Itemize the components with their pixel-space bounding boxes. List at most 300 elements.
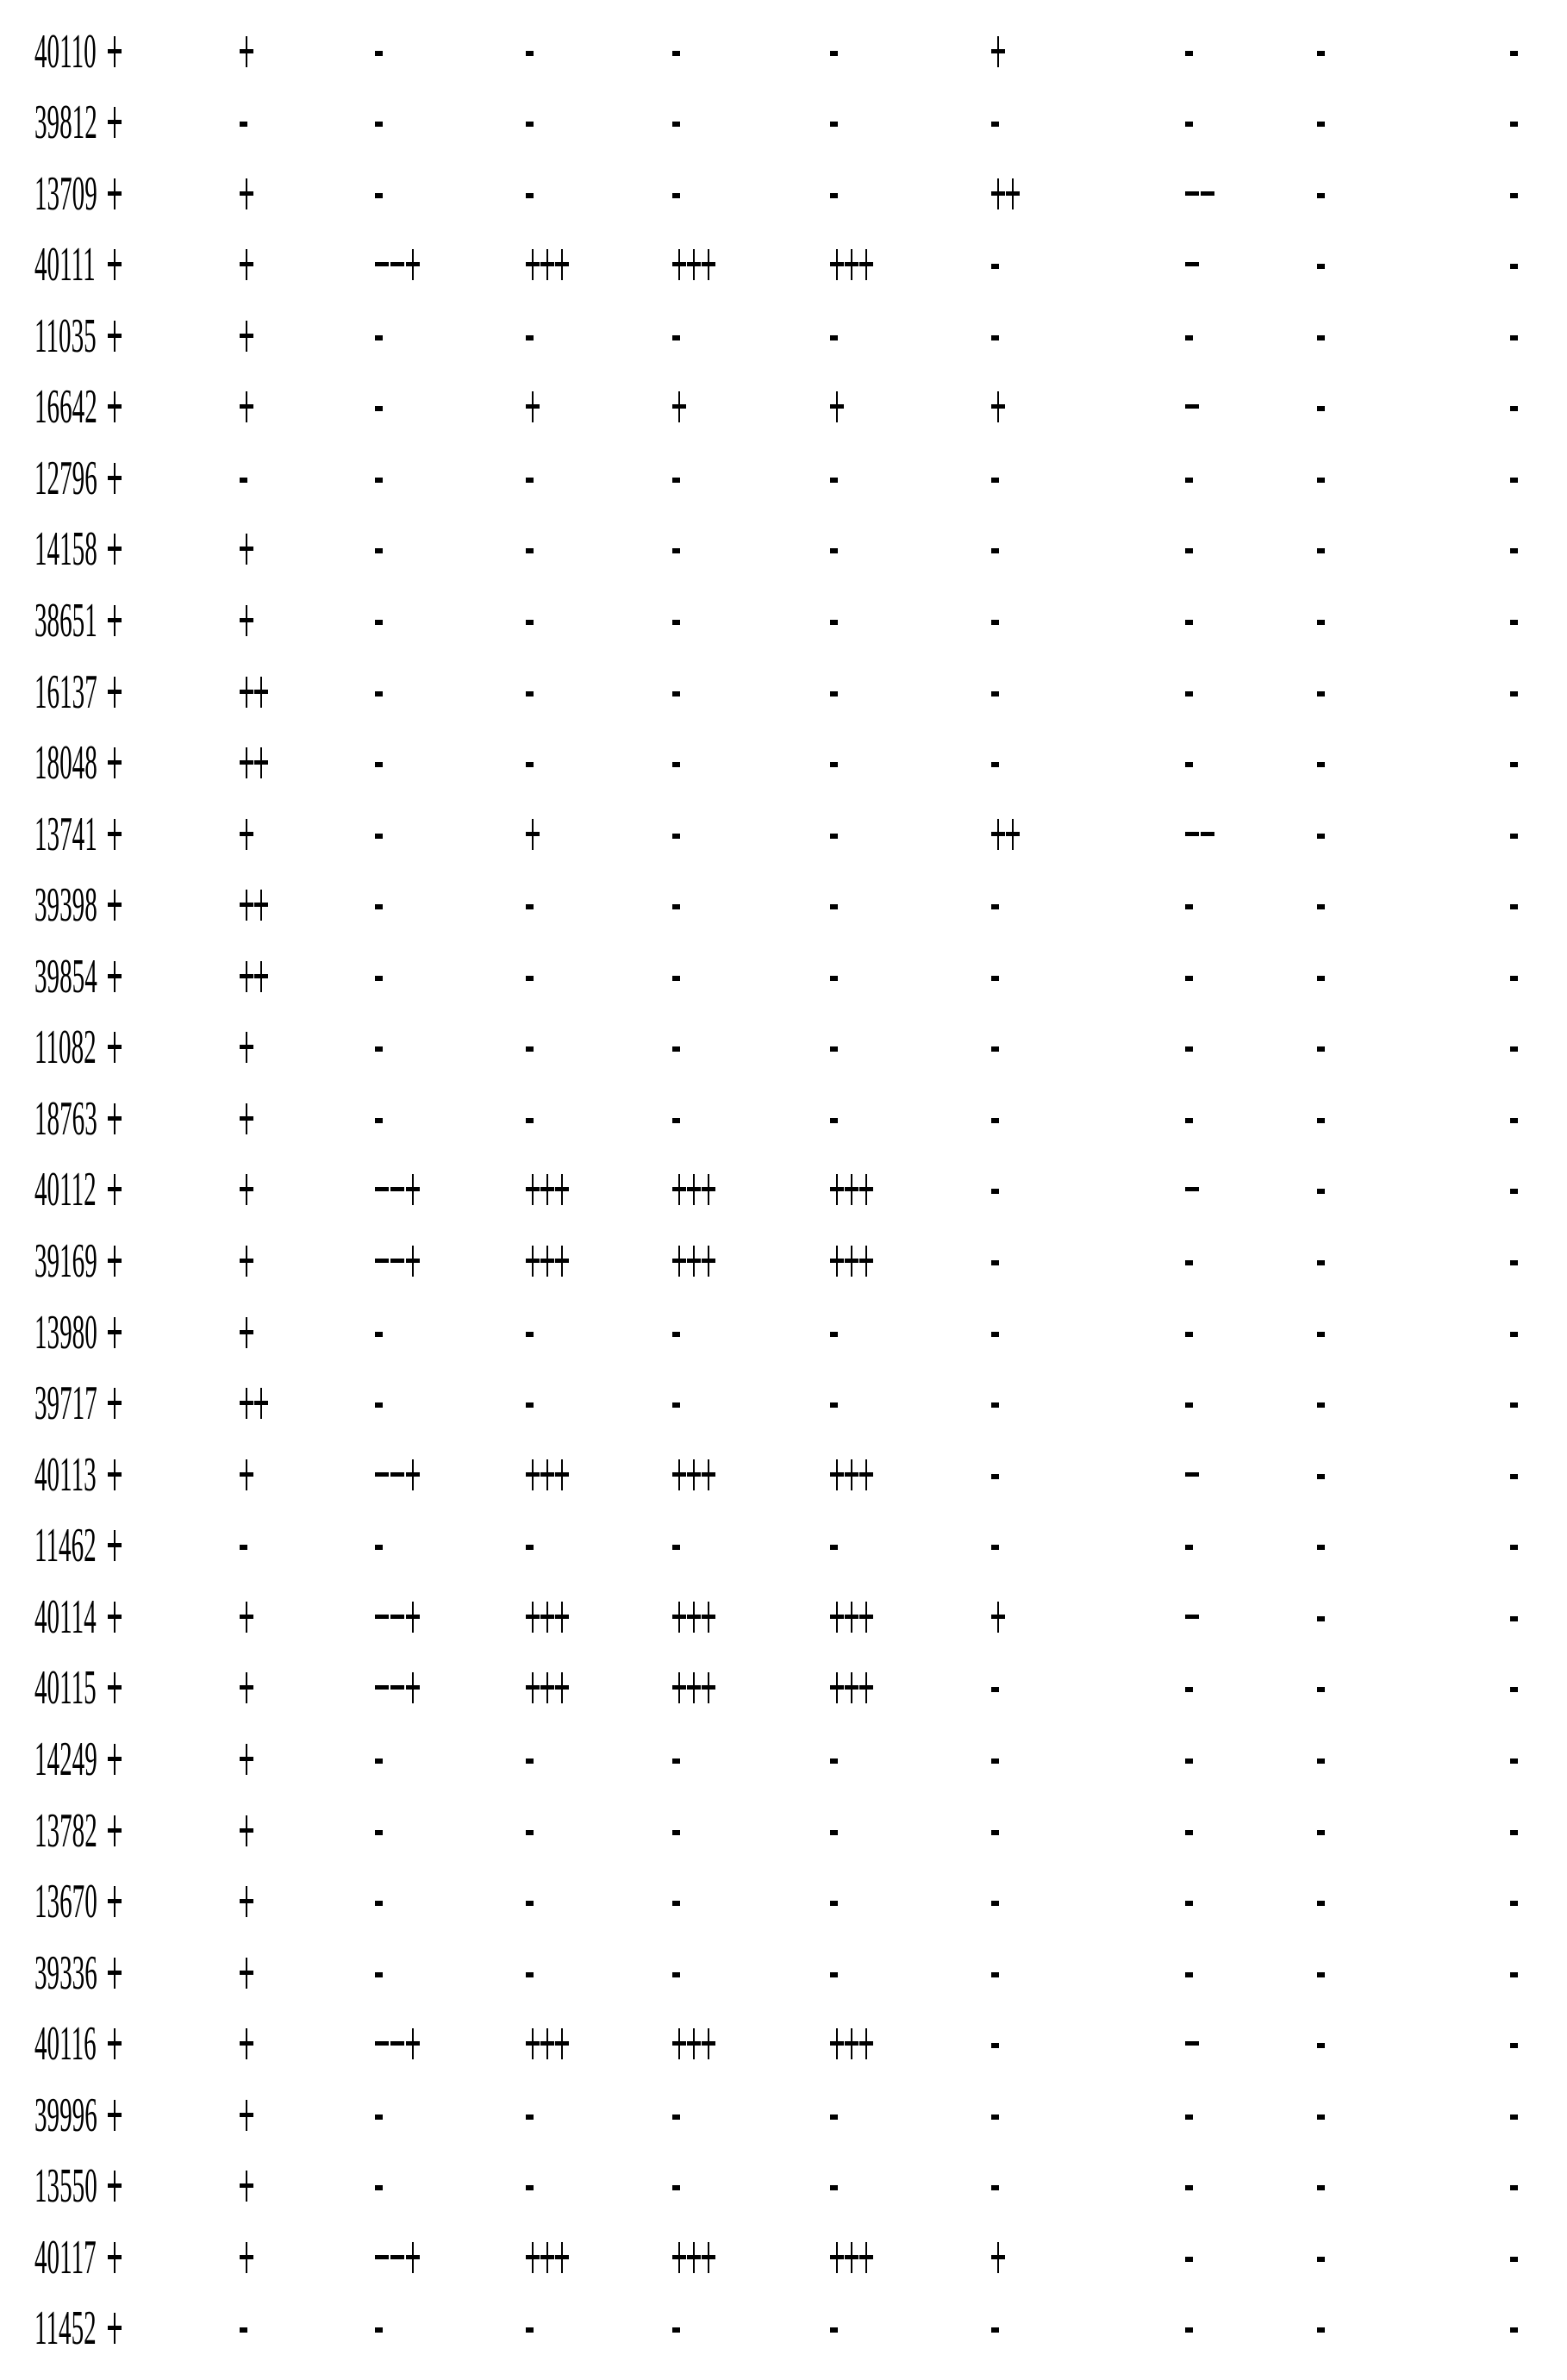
dot-glyph — [672, 819, 680, 850]
cell-dot — [1185, 534, 1193, 565]
plus-glyph — [526, 391, 540, 422]
plus-glyph — [240, 534, 253, 565]
cell-dot — [1510, 890, 1518, 921]
cell-dot — [240, 107, 247, 138]
dot-glyph — [1185, 1886, 1193, 1917]
row-id: 11035 — [34, 309, 97, 363]
cell-dot — [375, 747, 383, 778]
cell-triple-plus — [830, 1672, 874, 1703]
cell-dot — [1185, 1815, 1193, 1846]
dot-glyph — [1510, 36, 1518, 67]
dot-glyph — [1510, 2242, 1518, 2273]
plus-glyph — [108, 1317, 122, 1348]
dot-glyph — [830, 1815, 838, 1846]
dot-glyph — [830, 36, 838, 67]
cell-dot — [1317, 1246, 1325, 1277]
plus-glyph — [108, 534, 122, 565]
plus-glyph — [555, 249, 569, 280]
cell-dot — [375, 391, 383, 422]
cell-minus — [1185, 1602, 1201, 1633]
cell-dot — [1317, 1672, 1325, 1703]
cell-dot — [1317, 819, 1325, 850]
cell-dot — [1510, 321, 1518, 352]
dot-glyph — [991, 1246, 999, 1277]
dot-glyph — [1317, 1388, 1325, 1419]
dot-glyph — [375, 890, 383, 921]
dot-glyph — [1510, 107, 1518, 138]
dot-glyph — [830, 107, 838, 138]
cell-dot — [1510, 1174, 1518, 1205]
dot-glyph — [1185, 1246, 1193, 1277]
cell-double-plus — [991, 178, 1021, 209]
cell-dot — [375, 1958, 383, 1989]
cell-dot — [830, 178, 838, 209]
row-id: 12796 — [34, 451, 97, 505]
cell-dot — [526, 36, 534, 67]
cell-plus — [240, 605, 254, 636]
plus-glyph — [240, 890, 253, 921]
cell-dot — [830, 2100, 838, 2131]
cell-dot — [1510, 1317, 1518, 1348]
dot-glyph — [1510, 2171, 1518, 2202]
plus-glyph — [687, 1602, 701, 1633]
cell-dot — [1510, 249, 1518, 280]
plus-glyph — [108, 605, 122, 636]
cell-dot — [672, 1317, 680, 1348]
plus-glyph — [555, 1174, 569, 1205]
cell-dot — [1317, 605, 1325, 636]
plus-glyph — [526, 1602, 540, 1633]
row-id: 18048 — [34, 736, 97, 790]
dot-glyph — [526, 1886, 534, 1917]
row-id: 39717 — [34, 1377, 97, 1431]
cell-dot — [375, 2100, 383, 2131]
plus-glyph — [687, 1174, 701, 1205]
dot-glyph — [375, 1815, 383, 1846]
cell-plus — [108, 961, 122, 992]
minus-glyph — [375, 1602, 389, 1633]
plus-glyph — [991, 36, 1005, 67]
cell-plus — [108, 249, 122, 280]
table-row — [0, 1226, 1567, 1297]
plus-glyph — [108, 321, 122, 352]
dot-glyph — [1317, 1672, 1325, 1703]
table-row — [0, 1297, 1567, 1369]
cell-minus-minus-plus — [375, 249, 421, 280]
cell-dot — [526, 1103, 534, 1134]
cell-plus — [240, 2171, 254, 2202]
cell-dot — [991, 747, 999, 778]
plus-glyph — [108, 1032, 122, 1063]
dot-glyph — [672, 534, 680, 565]
cell-dot — [375, 1032, 383, 1063]
dot-glyph — [1317, 107, 1325, 138]
cell-plus — [108, 178, 122, 209]
plus-glyph — [108, 1174, 122, 1205]
dot-glyph — [672, 107, 680, 138]
cell-dot — [375, 178, 383, 209]
cell-dot — [240, 1530, 247, 1561]
row-id: 13980 — [34, 1305, 97, 1359]
cell-dot — [1510, 178, 1518, 209]
cell-minus — [1185, 1174, 1201, 1205]
table-row — [0, 1510, 1567, 1582]
row-id: 11452 — [34, 2302, 97, 2356]
minus-glyph — [1185, 178, 1199, 209]
plus-glyph — [108, 1459, 122, 1490]
dot-glyph — [1185, 1815, 1193, 1846]
plus-glyph — [254, 1388, 268, 1419]
minus-glyph — [375, 1459, 389, 1490]
cell-minus-minus-plus — [375, 1246, 421, 1277]
plus-glyph — [406, 1174, 420, 1205]
plus-glyph — [672, 1459, 686, 1490]
cell-dot — [672, 107, 680, 138]
cell-plus — [526, 391, 540, 422]
table-row — [0, 1866, 1567, 1938]
minus-glyph — [1185, 1459, 1199, 1490]
dot-glyph — [375, 391, 383, 422]
cell-dot — [991, 1744, 999, 1775]
dot-glyph — [1510, 1815, 1518, 1846]
cell-dot — [1317, 2100, 1325, 2131]
dot-glyph — [672, 961, 680, 992]
plus-glyph — [859, 1602, 873, 1633]
plus-glyph — [240, 747, 253, 778]
plus-glyph — [240, 605, 253, 636]
dot-glyph — [991, 1672, 999, 1703]
cell-dot — [526, 1530, 534, 1561]
cell-dot — [1317, 1317, 1325, 1348]
plus-glyph — [555, 1459, 569, 1490]
dot-glyph — [672, 677, 680, 708]
plus-glyph — [240, 1958, 253, 1989]
cell-minus — [1185, 249, 1201, 280]
dot-glyph — [1510, 1459, 1518, 1490]
dot-glyph — [1317, 1958, 1325, 1989]
dot-glyph — [1185, 2313, 1193, 2344]
cell-dot — [830, 1103, 838, 1134]
cell-dot — [1317, 2028, 1325, 2059]
plus-glyph — [254, 747, 268, 778]
cell-triple-plus — [672, 2028, 716, 2059]
plus-glyph — [540, 1174, 554, 1205]
cell-dot — [375, 2313, 383, 2344]
dot-glyph — [1510, 391, 1518, 422]
cell-dot — [375, 1317, 383, 1348]
dot-glyph — [830, 2100, 838, 2131]
dot-glyph — [991, 1103, 999, 1134]
cell-dot — [991, 1530, 999, 1561]
cell-dot — [1510, 107, 1518, 138]
dot-glyph — [1510, 463, 1518, 494]
dot-glyph — [375, 36, 383, 67]
row-id: 39854 — [34, 949, 97, 1003]
dot-glyph — [526, 677, 534, 708]
cell-triple-plus — [526, 1602, 570, 1633]
cell-plus — [108, 391, 122, 422]
cell-dot — [1185, 1032, 1193, 1063]
plus-glyph — [830, 2242, 844, 2273]
dot-glyph — [1185, 1672, 1193, 1703]
cell-dot — [830, 1744, 838, 1775]
cell-plus — [240, 1958, 254, 1989]
cell-dot — [1510, 534, 1518, 565]
dot-glyph — [830, 1032, 838, 1063]
table-row — [0, 1652, 1567, 1724]
dot-glyph — [375, 2171, 383, 2202]
plus-glyph — [254, 890, 268, 921]
dot-glyph — [375, 107, 383, 138]
dot-glyph — [375, 321, 383, 352]
cell-dot — [1185, 1744, 1193, 1775]
cell-triple-plus — [830, 2242, 874, 2273]
dot-glyph — [1510, 1958, 1518, 1989]
dot-glyph — [1317, 1886, 1325, 1917]
table-row — [0, 229, 1567, 301]
dot-glyph — [1317, 961, 1325, 992]
cell-dot — [1185, 107, 1193, 138]
cell-dot — [1185, 1886, 1193, 1917]
cell-triple-plus — [830, 1459, 874, 1490]
plus-glyph — [108, 2313, 122, 2344]
cell-dot — [1510, 463, 1518, 494]
dot-glyph — [672, 2313, 680, 2344]
cell-plus — [108, 1886, 122, 1917]
dot-glyph — [1185, 107, 1193, 138]
plus-glyph — [672, 1246, 686, 1277]
cell-plus — [240, 178, 254, 209]
table-row — [0, 159, 1567, 230]
plus-glyph — [830, 1672, 844, 1703]
cell-plus — [240, 819, 254, 850]
plus-glyph — [526, 1459, 540, 1490]
dot-glyph — [526, 961, 534, 992]
dot-glyph — [830, 321, 838, 352]
cell-dot — [991, 1459, 999, 1490]
plus-glyph — [702, 1672, 715, 1703]
dot-glyph — [1317, 2171, 1325, 2202]
cell-dot — [526, 1815, 534, 1846]
dot-glyph — [830, 1530, 838, 1561]
plus-glyph — [555, 2242, 569, 2273]
dot-glyph — [1185, 605, 1193, 636]
dot-glyph — [526, 1530, 534, 1561]
dot-glyph — [1510, 961, 1518, 992]
cell-double-minus — [1185, 178, 1216, 209]
plus-glyph — [702, 1602, 715, 1633]
plus-glyph — [108, 1602, 122, 1633]
cell-plus — [240, 1174, 254, 1205]
cell-plus — [108, 1103, 122, 1134]
dot-glyph — [526, 1317, 534, 1348]
cell-plus — [991, 1602, 1006, 1633]
plus-glyph — [830, 249, 844, 280]
cell-dot — [375, 2171, 383, 2202]
plus-glyph — [108, 178, 122, 209]
dot-glyph — [1317, 819, 1325, 850]
cell-dot — [375, 1886, 383, 1917]
plus-glyph — [859, 2242, 873, 2273]
plus-glyph — [830, 1602, 844, 1633]
dot-glyph — [1317, 1317, 1325, 1348]
table-row — [0, 585, 1567, 657]
dot-glyph — [1317, 2028, 1325, 2059]
table-row — [0, 2151, 1567, 2222]
dot-glyph — [830, 534, 838, 565]
plus-glyph — [991, 1602, 1005, 1633]
dot-glyph — [1317, 249, 1325, 280]
cell-double-plus — [240, 1388, 269, 1419]
dot-glyph — [1317, 178, 1325, 209]
table-row — [0, 2080, 1567, 2152]
cell-plus — [240, 1602, 254, 1633]
plus-glyph — [108, 1958, 122, 1989]
cell-dot — [1185, 677, 1193, 708]
cell-plus — [991, 391, 1006, 422]
cell-dot — [830, 1530, 838, 1561]
dot-glyph — [1510, 2028, 1518, 2059]
cell-plus — [240, 1246, 254, 1277]
table-row — [0, 657, 1567, 728]
cell-plus — [108, 1672, 122, 1703]
plus-glyph — [108, 249, 122, 280]
dot-glyph — [1317, 1815, 1325, 1846]
cell-dot — [1510, 36, 1518, 67]
cell-dot — [1510, 1530, 1518, 1561]
minus-glyph — [390, 2242, 404, 2273]
plus-glyph — [859, 1672, 873, 1703]
dot-glyph — [1510, 2313, 1518, 2344]
cell-double-plus — [240, 890, 269, 921]
plus-glyph — [108, 2100, 122, 2131]
plus-glyph — [845, 1459, 858, 1490]
cell-plus — [108, 1032, 122, 1063]
cell-triple-plus — [830, 1174, 874, 1205]
cell-dot — [672, 1032, 680, 1063]
plus-glyph — [406, 1672, 420, 1703]
plus-glyph — [687, 1246, 701, 1277]
cell-dot — [830, 961, 838, 992]
plus-glyph — [108, 677, 122, 708]
plus-glyph — [240, 1602, 253, 1633]
dot-glyph — [1510, 605, 1518, 636]
cell-dot — [991, 1174, 999, 1205]
row-id: 39812 — [34, 96, 97, 150]
cell-dot — [991, 321, 999, 352]
cell-dot — [526, 107, 534, 138]
cell-dot — [375, 677, 383, 708]
cell-plus — [108, 1602, 122, 1633]
cell-dot — [1185, 1530, 1193, 1561]
cell-dot — [1317, 890, 1325, 921]
plus-glyph — [240, 1815, 253, 1846]
dot-glyph — [375, 2313, 383, 2344]
dot-glyph — [1185, 463, 1193, 494]
plus-glyph — [406, 1602, 420, 1633]
dot-glyph — [991, 1530, 999, 1561]
cell-dot — [1185, 1388, 1193, 1419]
plus-glyph — [540, 1672, 554, 1703]
cell-dot — [526, 961, 534, 992]
plus-glyph — [406, 2028, 420, 2059]
cell-plus — [240, 1672, 254, 1703]
cell-plus — [240, 36, 254, 67]
plus-glyph — [859, 1174, 873, 1205]
cell-dot — [830, 1317, 838, 1348]
cell-dot — [1510, 1246, 1518, 1277]
cell-triple-plus — [526, 2242, 570, 2273]
cell-dot — [1317, 36, 1325, 67]
table-row — [0, 2293, 1567, 2364]
dot-glyph — [526, 1744, 534, 1775]
dot-glyph — [526, 747, 534, 778]
cell-dot — [830, 321, 838, 352]
cell-dot — [830, 1886, 838, 1917]
cell-plus — [991, 2242, 1006, 2273]
cell-dot — [1510, 605, 1518, 636]
table-row — [0, 87, 1567, 159]
plus-glyph — [240, 1886, 253, 1917]
plus-glyph — [830, 2028, 844, 2059]
dot-glyph — [1510, 1388, 1518, 1419]
cell-triple-plus — [526, 2028, 570, 2059]
plus-glyph — [108, 463, 122, 494]
cell-dot — [991, 1103, 999, 1134]
dot-glyph — [1185, 961, 1193, 992]
dot-glyph — [672, 1388, 680, 1419]
plus-glyph — [240, 819, 253, 850]
dot-glyph — [991, 2171, 999, 2202]
cell-dot — [991, 1815, 999, 1846]
dot-glyph — [672, 36, 680, 67]
cell-dot — [672, 747, 680, 778]
cell-dot — [526, 1958, 534, 1989]
cell-plus — [240, 321, 254, 352]
dot-glyph — [991, 1388, 999, 1419]
row-id: 16642 — [34, 380, 97, 434]
plus-glyph — [540, 2242, 554, 2273]
plus-glyph — [406, 1246, 420, 1277]
cell-plus — [108, 1388, 122, 1419]
row-id: 40111 — [34, 238, 96, 292]
cell-minus-minus-plus — [375, 2028, 421, 2059]
dot-glyph — [1317, 321, 1325, 352]
dot-glyph — [1510, 249, 1518, 280]
plus-glyph — [240, 1246, 253, 1277]
cell-triple-plus — [672, 249, 716, 280]
cell-dot — [830, 1958, 838, 1989]
cell-dot — [375, 819, 383, 850]
cell-dot — [672, 2313, 680, 2344]
cell-dot — [1185, 2242, 1193, 2273]
dot-glyph — [1185, 1388, 1193, 1419]
dot-glyph — [375, 1958, 383, 1989]
cell-dot — [991, 1032, 999, 1063]
cell-plus — [240, 534, 254, 565]
cell-plus — [108, 1744, 122, 1775]
cell-plus — [240, 1103, 254, 1134]
cell-dot — [1510, 677, 1518, 708]
dot-glyph — [830, 1958, 838, 1989]
cell-dot — [830, 534, 838, 565]
plus-glyph — [540, 249, 554, 280]
plus-glyph — [702, 1246, 715, 1277]
plus-glyph — [108, 961, 122, 992]
dot-glyph — [526, 107, 534, 138]
dot-glyph — [1185, 1744, 1193, 1775]
dot-glyph — [830, 890, 838, 921]
